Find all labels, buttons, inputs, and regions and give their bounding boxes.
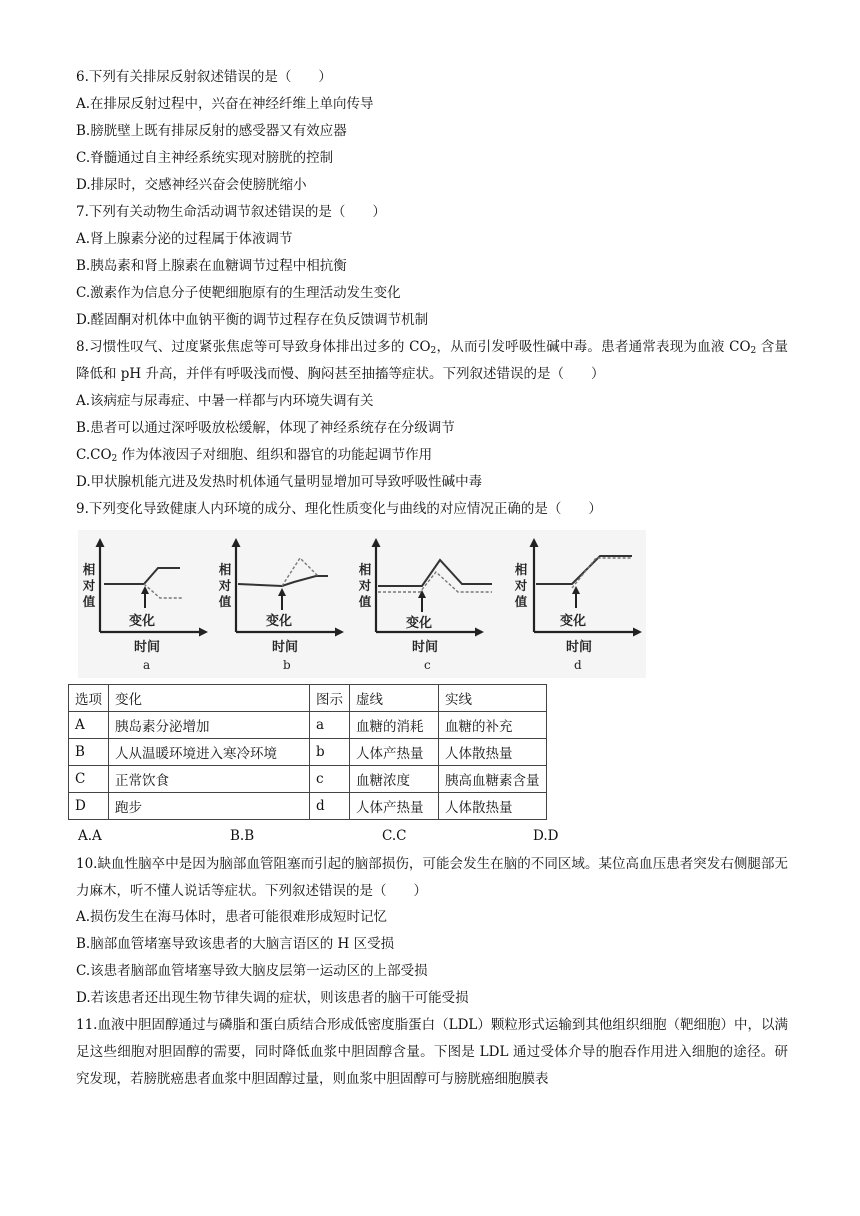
panel-c-ylabel: 相 对 值 — [358, 562, 372, 609]
q7-option-a: A.肾上腺素分泌的过程属于体液调节 — [76, 231, 293, 247]
table-cell: d — [310, 793, 350, 820]
panel-a-change-label: 变化 — [129, 614, 156, 629]
q6-option-b: B.膀胱壁上既有排尿反射的感受器又有效应器 — [76, 123, 347, 139]
table-cell: 人体产热量 — [350, 739, 439, 766]
table-cell: 人体产热量 — [350, 793, 439, 820]
table-cell: a — [310, 712, 350, 739]
q8-stem: 8.习惯性叹气、过度紧张焦虑等可导致身体排出过多的 $CO_2$，从而引发呼吸性碱中毒。患者通常表现为血液 $CO_2$ 含量降低和 pH 升高，并伴有呼吸浅而慢、胸闷甚至抽搐等症状。下列叙述错误的是（ ） — [76, 339, 788, 382]
table-header-cell: 变化 — [109, 685, 310, 712]
panel-a-ylabel: 相 对 值 — [82, 562, 96, 609]
table-cell: B — [69, 739, 109, 766]
q6-option-d: D.排尿时，交感神经兴奋会使膀胱缩小 — [76, 177, 307, 193]
q7-stem: 7.下列有关动物生命活动调节叙述错误的是（ ） — [76, 204, 386, 220]
panel-d — [504, 530, 646, 678]
table-header-row — [69, 685, 547, 712]
panel-b — [220, 530, 362, 678]
panel-c-graph — [362, 530, 504, 678]
q10-option-c: C.该患者脑部血管堵塞导致大脑皮层第一运动区的上部受损 — [76, 963, 428, 979]
panel-b-letter: b — [283, 658, 291, 672]
table-cell: 人体散热量 — [439, 793, 547, 820]
table-cell: 人体散热量 — [439, 739, 547, 766]
table-cell: 跑步 — [109, 793, 310, 820]
q9-option-table — [68, 684, 547, 820]
q9-choice-b: B.B — [230, 828, 255, 844]
table-cell: D — [69, 793, 109, 820]
panel-c — [358, 530, 504, 678]
panel-a-graph — [78, 530, 220, 678]
q10-option-a: A.损伤发生在海马体时，患者可能很难形成短时记忆 — [76, 909, 388, 925]
table-row — [69, 793, 547, 820]
table-cell: 正常饮食 — [109, 766, 310, 793]
q10-option-d: D.若该患者还出现生物节律失调的症状，则该患者的脑干可能受损 — [76, 990, 469, 1006]
q8-option-a: A.该病症与尿毒症、中暑一样都与内环境失调有关 — [76, 393, 374, 409]
table-header-cell: 图示 — [310, 685, 350, 712]
table-cell: C — [69, 766, 109, 793]
q7-option-b: B.胰岛素和肾上腺素在血糖调节过程中相抗衡 — [76, 258, 347, 274]
table-row — [69, 766, 547, 793]
panel-d-letter: d — [574, 658, 582, 672]
table-cell: 血糖浓度 — [350, 766, 439, 793]
table-header-cell: 虚线 — [350, 685, 439, 712]
table-cell: A — [69, 712, 109, 739]
q9-choice-d: D.D — [533, 828, 559, 844]
table-cell: 胰高血糖素含量 — [439, 766, 547, 793]
q9-curve-figure — [78, 530, 646, 678]
table-cell: 血糖的补充 — [439, 712, 547, 739]
panel-c-change-label: 变化 — [406, 616, 433, 631]
panel-d-ylabel: 相 对 值 — [514, 562, 528, 609]
q7-option-d: D.醛固酮对机体中血钠平衡的调节过程存在负反馈调节机制 — [76, 312, 429, 328]
q9-choice-c: C.C — [382, 828, 407, 844]
panel-c-letter: c — [424, 658, 431, 672]
q10-stem: 10.缺血性脑卒中是因为脑部血管阻塞而引起的脑部损伤，可能会发生在脑的不同区域。某位高血压患者突发右侧腿部无力麻木，听不懂人说话等症状。下列叙述错误的是（ ） — [76, 856, 788, 899]
panel-c-xlabel: 时间 — [412, 640, 439, 655]
q8-option-c: $C.CO_2$ 作为体液因子对细胞、组织和器官的功能起调节作用 — [76, 447, 433, 464]
q8-option-b: B.患者可以通过深呼吸放松缓解，体现了神经系统存在分级调节 — [76, 420, 455, 436]
q9-choice-a: A.A — [78, 828, 102, 844]
table-cell: b — [310, 739, 350, 766]
q6-stem: 6.下列有关排尿反射叙述错误的是（ ） — [76, 69, 332, 85]
panel-a-letter: a — [143, 658, 151, 672]
panel-b-ylabel: 相 对 值 — [218, 562, 232, 609]
panel-d-xlabel: 时间 — [566, 640, 593, 655]
q6-option-a: A.在排尿反射过程中，兴奋在神经纤维上单向传导 — [76, 96, 374, 112]
panel-b-xlabel: 时间 — [272, 640, 299, 655]
panel-d-change-label: 变化 — [560, 614, 587, 629]
q10-option-b: B.脑部血管堵塞导致该患者的大脑言语区的 H 区受损 — [76, 936, 395, 952]
table-cell: 血糖的消耗 — [350, 712, 439, 739]
table-row — [69, 712, 547, 739]
q7-option-c: C.激素作为信息分子使靶细胞原有的生理活动发生变化 — [76, 285, 401, 301]
table-header-cell: 选项 — [69, 685, 109, 712]
table-cell: 人从温暖环境进入寒冷环境 — [109, 739, 310, 766]
table-cell: c — [310, 766, 350, 793]
table-cell: 胰岛素分泌增加 — [109, 712, 310, 739]
q6-option-c: C.脊髓通过自主神经系统实现对膀胱的控制 — [76, 150, 334, 166]
q8-option-d: D.甲状腺机能亢进及发热时机体通气量明显增加可导致呼吸性碱中毒 — [76, 474, 483, 490]
q11-text: 11.血液中胆固醇通过与磷脂和蛋白质结合形成低密度脂蛋白（LDL）颗粒形式运输到其他组织细胞（靶细胞）中，以满足这些细胞对胆固醇的需要，同时降低血浆中胆固醇含量。下图是 LDL 通过受体介导的胞吞作用进入细胞的途径。研究发现，若膀胱癌患者血浆中胆固醇过量，则血浆中胆固醇可与膀胱癌细胞膜表 — [76, 1017, 788, 1087]
table-row — [69, 739, 547, 766]
panel-b-change-label: 变化 — [266, 614, 293, 629]
panel-b-graph — [220, 530, 362, 678]
panel-a — [78, 530, 220, 678]
table-header-cell: 实线 — [439, 685, 547, 712]
q9-stem: 9.下列变化导致健康人内环境的成分、理化性质变化与曲线的对应情况正确的是（ ） — [76, 501, 602, 517]
panel-a-xlabel: 时间 — [134, 640, 161, 655]
